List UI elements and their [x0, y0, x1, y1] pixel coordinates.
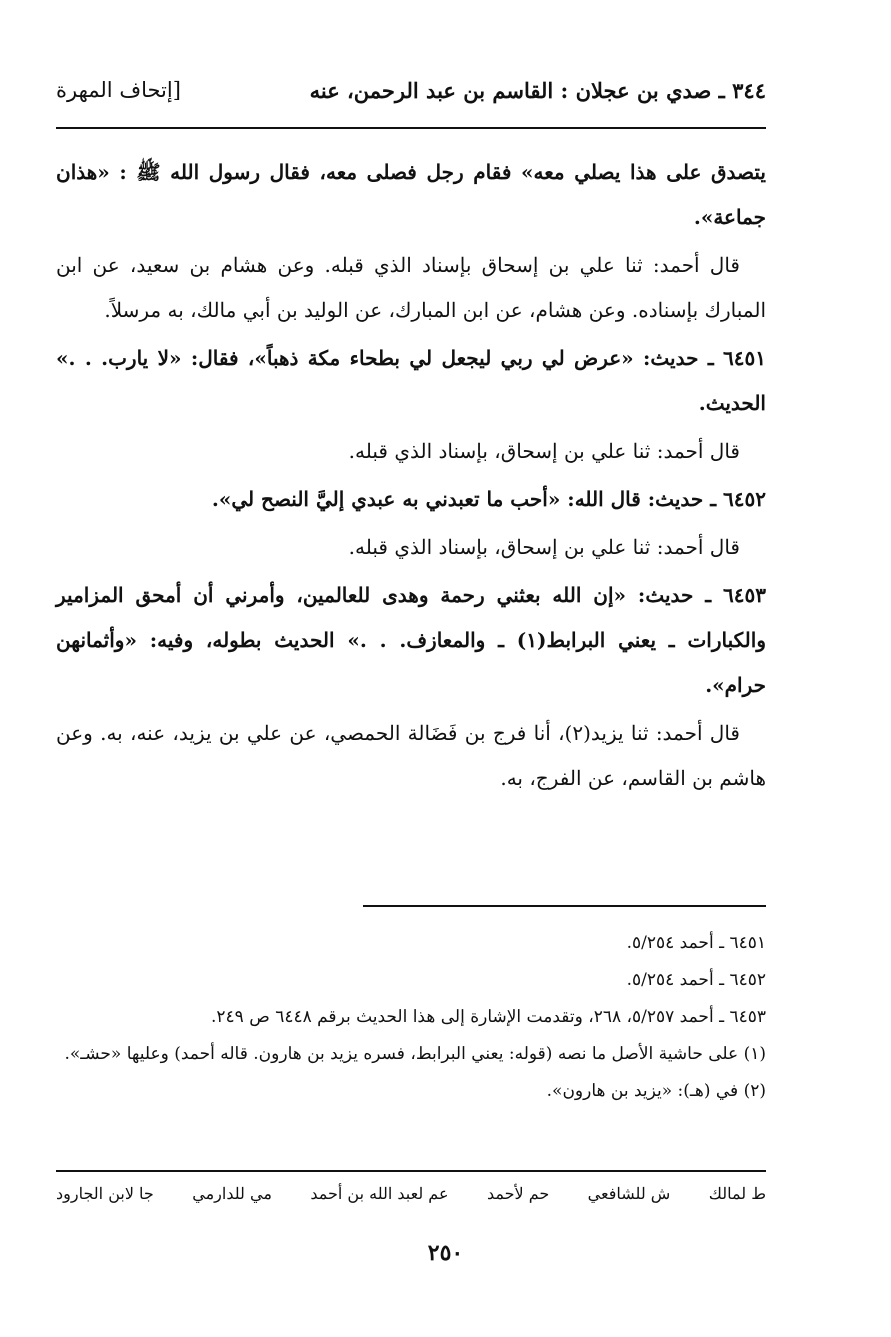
running-header	[56, 78, 766, 118]
footnote-line: ٦٤٥٢ ـ أحمد ٥/٢٥٤.	[626, 970, 766, 990]
isnad-6451: قال أحمد: ثنا علي بن إسحاق، بإسناد الذي قبله.	[348, 439, 740, 463]
abbreviations-key	[56, 1184, 766, 1203]
abbreviation-item: حم لأحمد	[486, 1184, 550, 1203]
book-title: [إتحاف المهرة	[56, 78, 181, 102]
footnote-divider	[363, 905, 766, 907]
hadith-6453: ٦٤٥٣ ـ حديث: «إن الله بعثني رحمة وهدى للعالمين، وأمرني أن أمحق المزامير والكبارات ـ يعني البرابط(١) ـ والمعازف. . .» الحديث بطوله، وفيه: «وأثمانهن حرام».	[56, 583, 766, 697]
header-divider	[56, 127, 766, 129]
abbreviation-item: جا لابن الجارود	[56, 1184, 154, 1203]
abbreviations-divider	[56, 1170, 766, 1172]
footnote-line: ٦٤٥٣ ـ أحمد ٥/٢٥٧، ٢٦٨، وتقدمت الإشارة إلى هذا الحديث برقم ٦٤٤٨ ص ٢٤٩.	[211, 1007, 766, 1027]
footnote-line: ٦٤٥١ ـ أحمد ٥/٢٥٤.	[626, 933, 766, 953]
main-text	[56, 150, 766, 804]
footnote-line: (١) على حاشية الأصل ما نصه (قوله: يعني البرابط، فسره يزيد بن هارون. قاله أحمد) وعليها «حشـ».	[64, 1044, 766, 1064]
chapter-title: ٣٤٤ ـ صدي بن عجلان : القاسم بن عبد الرحمن، عنه	[309, 78, 766, 103]
hadith-6452: ٦٤٥٢ ـ حديث: قال الله: «أحب ما تعبدني به عبدي إليَّ النصح لي».	[211, 487, 766, 511]
abbreviation-item: مي للدارمي	[192, 1184, 272, 1203]
isnad-6452: قال أحمد: ثنا علي بن إسحاق، بإسناد الذي قبله.	[348, 535, 740, 559]
page-number: ٢٥٠	[427, 1240, 464, 1266]
abbreviation-item: عم لعبد الله بن أحمد	[310, 1184, 449, 1203]
footnote-line: (٢) في (هـ): «يزيد بن هارون».	[546, 1081, 766, 1101]
paragraph-continuation: يتصدق على هذا يصلي معه» فقام رجل فصلى معه، فقال رسول الله ﷺ : «هذان جماعة».	[56, 160, 766, 229]
isnad-paragraph: قال أحمد: ثنا علي بن إسحاق بإسناد الذي قبله. وعن هشام بن سعيد، عن ابن المبارك بإسناده. وعن هشام، عن ابن المبارك، عن الوليد بن أبي مالك، به مرسلاً.	[56, 253, 766, 322]
abbreviation-item: ط لمالك	[708, 1184, 766, 1203]
footnotes	[56, 925, 766, 1110]
abbreviation-item: ش للشافعي	[587, 1184, 671, 1203]
hadith-6451: ٦٤٥١ ـ حديث: «عرض لي ربي ليجعل لي بطحاء مكة ذهباً»، فقال: «لا يارب. . .» الحديث.	[56, 346, 766, 415]
isnad-6453: قال أحمد: ثنا يزيد(٢)، أنا فرج بن فَضَالة الحمصي، عن علي بن يزيد، عنه، به. وعن هاشم بن القاسم، عن الفرج، به.	[56, 721, 766, 790]
